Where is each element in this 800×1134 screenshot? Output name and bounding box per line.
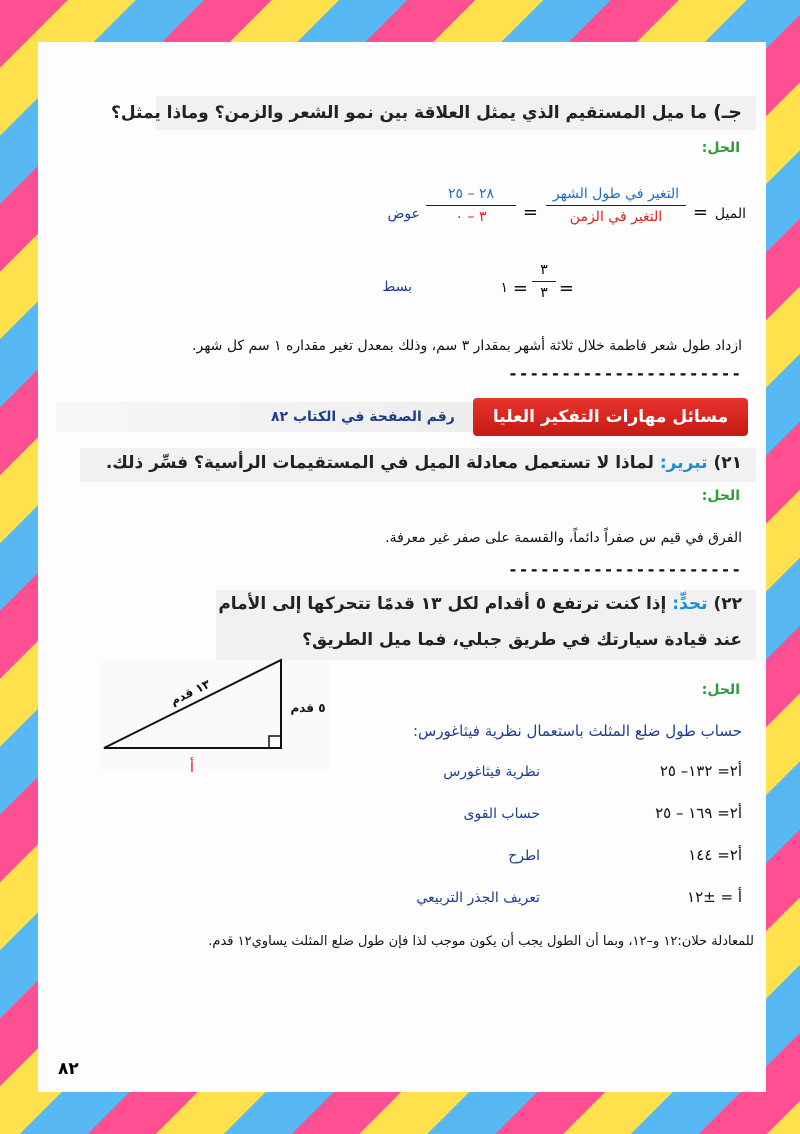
solution-label-c: الحل: [701,140,740,156]
equals-sign-1: = [692,202,708,223]
worksheet-page [38,42,766,1092]
step-2-reason: حساب القوى [463,806,540,822]
equals-sign-4: = [512,278,528,299]
solution-label-21: الحل: [701,488,740,504]
fraction-bar-3 [532,281,556,282]
conclusion-c: ازداد طول شعر فاطمة خلال ثلاثة أشهر بمقدار ٣ سم، وذلك بمعدل تغير مقداره ١ سم كل شهر. [192,338,742,354]
question-21-number: ٢١) [713,453,742,473]
question-c-body: ما ميل المستقيم الذي يمثل العلاقة بين نمو الشعر والزمن؟ وماذا يمثل؟ [110,103,708,123]
simplify-fraction [532,262,556,301]
fraction-numerator-hair: التغير في طول الشهر [552,186,680,202]
equals-sign-3: = [558,278,574,299]
simplify-numerator: ٣ [540,262,548,278]
step-4-reason: تعريف الجذر التربيعي [416,890,540,906]
pythagoras-intro: حساب طول ضلع المثلث باستعمال نظرية فيثاغورس: [412,722,742,740]
simplify-denominator: ٣ [540,285,548,301]
step-1-equation: أ٢= ١٣٢– ٢٥ [659,762,742,780]
page-number: ٨٢ [58,1059,79,1079]
slope-number-fraction [426,186,516,225]
right-angle-marker [269,736,281,748]
step-simplify: بسط [382,279,412,295]
step-1-reason: نظرية فيثاغورس [443,764,540,780]
step-3-reason: اطرح [508,848,540,864]
slope-word-fraction [546,186,686,225]
conclusion-22: للمعادلة حلان:١٢ و–١٢، وبما أن الطول يجب أن يكون موجب لذا فإن طول ضلع المثلث يساوي١٢ قدم. [208,934,754,949]
fraction-denominator-time: التغير في الزمن [569,209,663,225]
equals-sign-2: = [522,202,538,223]
higher-thinking-banner [56,398,748,436]
answer-21: الفرق في قيم س صفراً دائماً، والقسمة على صفر غير معرفة. [385,530,742,546]
hypotenuse-label: ١٣ قدم [168,676,213,708]
step-3-equation: أ٢= ١٤٤ [688,846,742,864]
question-22-line2: عند قيادة سيارتك في طريق جبلي، فما ميل الطريق؟ [302,630,742,650]
banner-page-reference: رقم الصفحة في الكتاب ٨٢ [271,409,455,425]
question-21-body: لماذا لا تستعمل معادلة الميل في المستقيمات الرأسية؟ فسِّر ذلك. [105,453,654,473]
fraction-denominator-values: ٣ – ٠ [455,209,487,225]
question-c-letter: جـ) [713,101,742,123]
step-substitute: عوض [387,206,420,222]
question-21-text [106,453,742,473]
question-21-type: تبرير: [659,453,708,473]
question-22-line1 [218,594,742,614]
slope-word: الميل [714,206,746,222]
step-2-equation: أ٢= ١٦٩ – ٢٥ [655,804,742,822]
simplify-result: ١ [500,280,508,296]
step-4-equation: أ = ±١٢ [687,888,742,906]
separator-1: ---------------------- [508,364,742,383]
solution-label-22: الحل: [701,682,740,698]
right-triangle-diagram [100,652,340,777]
fraction-bar [546,205,686,206]
question-22-type: تحدٍّ: [672,594,708,614]
question-22-body-1: إذا كنت ترتفع ٥ أقدام لكل ١٣ قدمًا تتحركها إلى الأمام [218,594,667,614]
question-22-number: ٢٢) [713,594,742,614]
base-label: أ [189,758,195,776]
question-c-text [111,101,742,123]
triangle-shape [104,660,281,748]
separator-2: ---------------------- [508,560,742,579]
vertical-side-label: ٥ قدم [290,701,326,715]
banner-title: مسائل مهارات التفكير العليا [473,398,748,436]
fraction-bar-2 [426,205,516,206]
fraction-numerator-values: ٢٨ – ٢٥ [448,186,494,202]
